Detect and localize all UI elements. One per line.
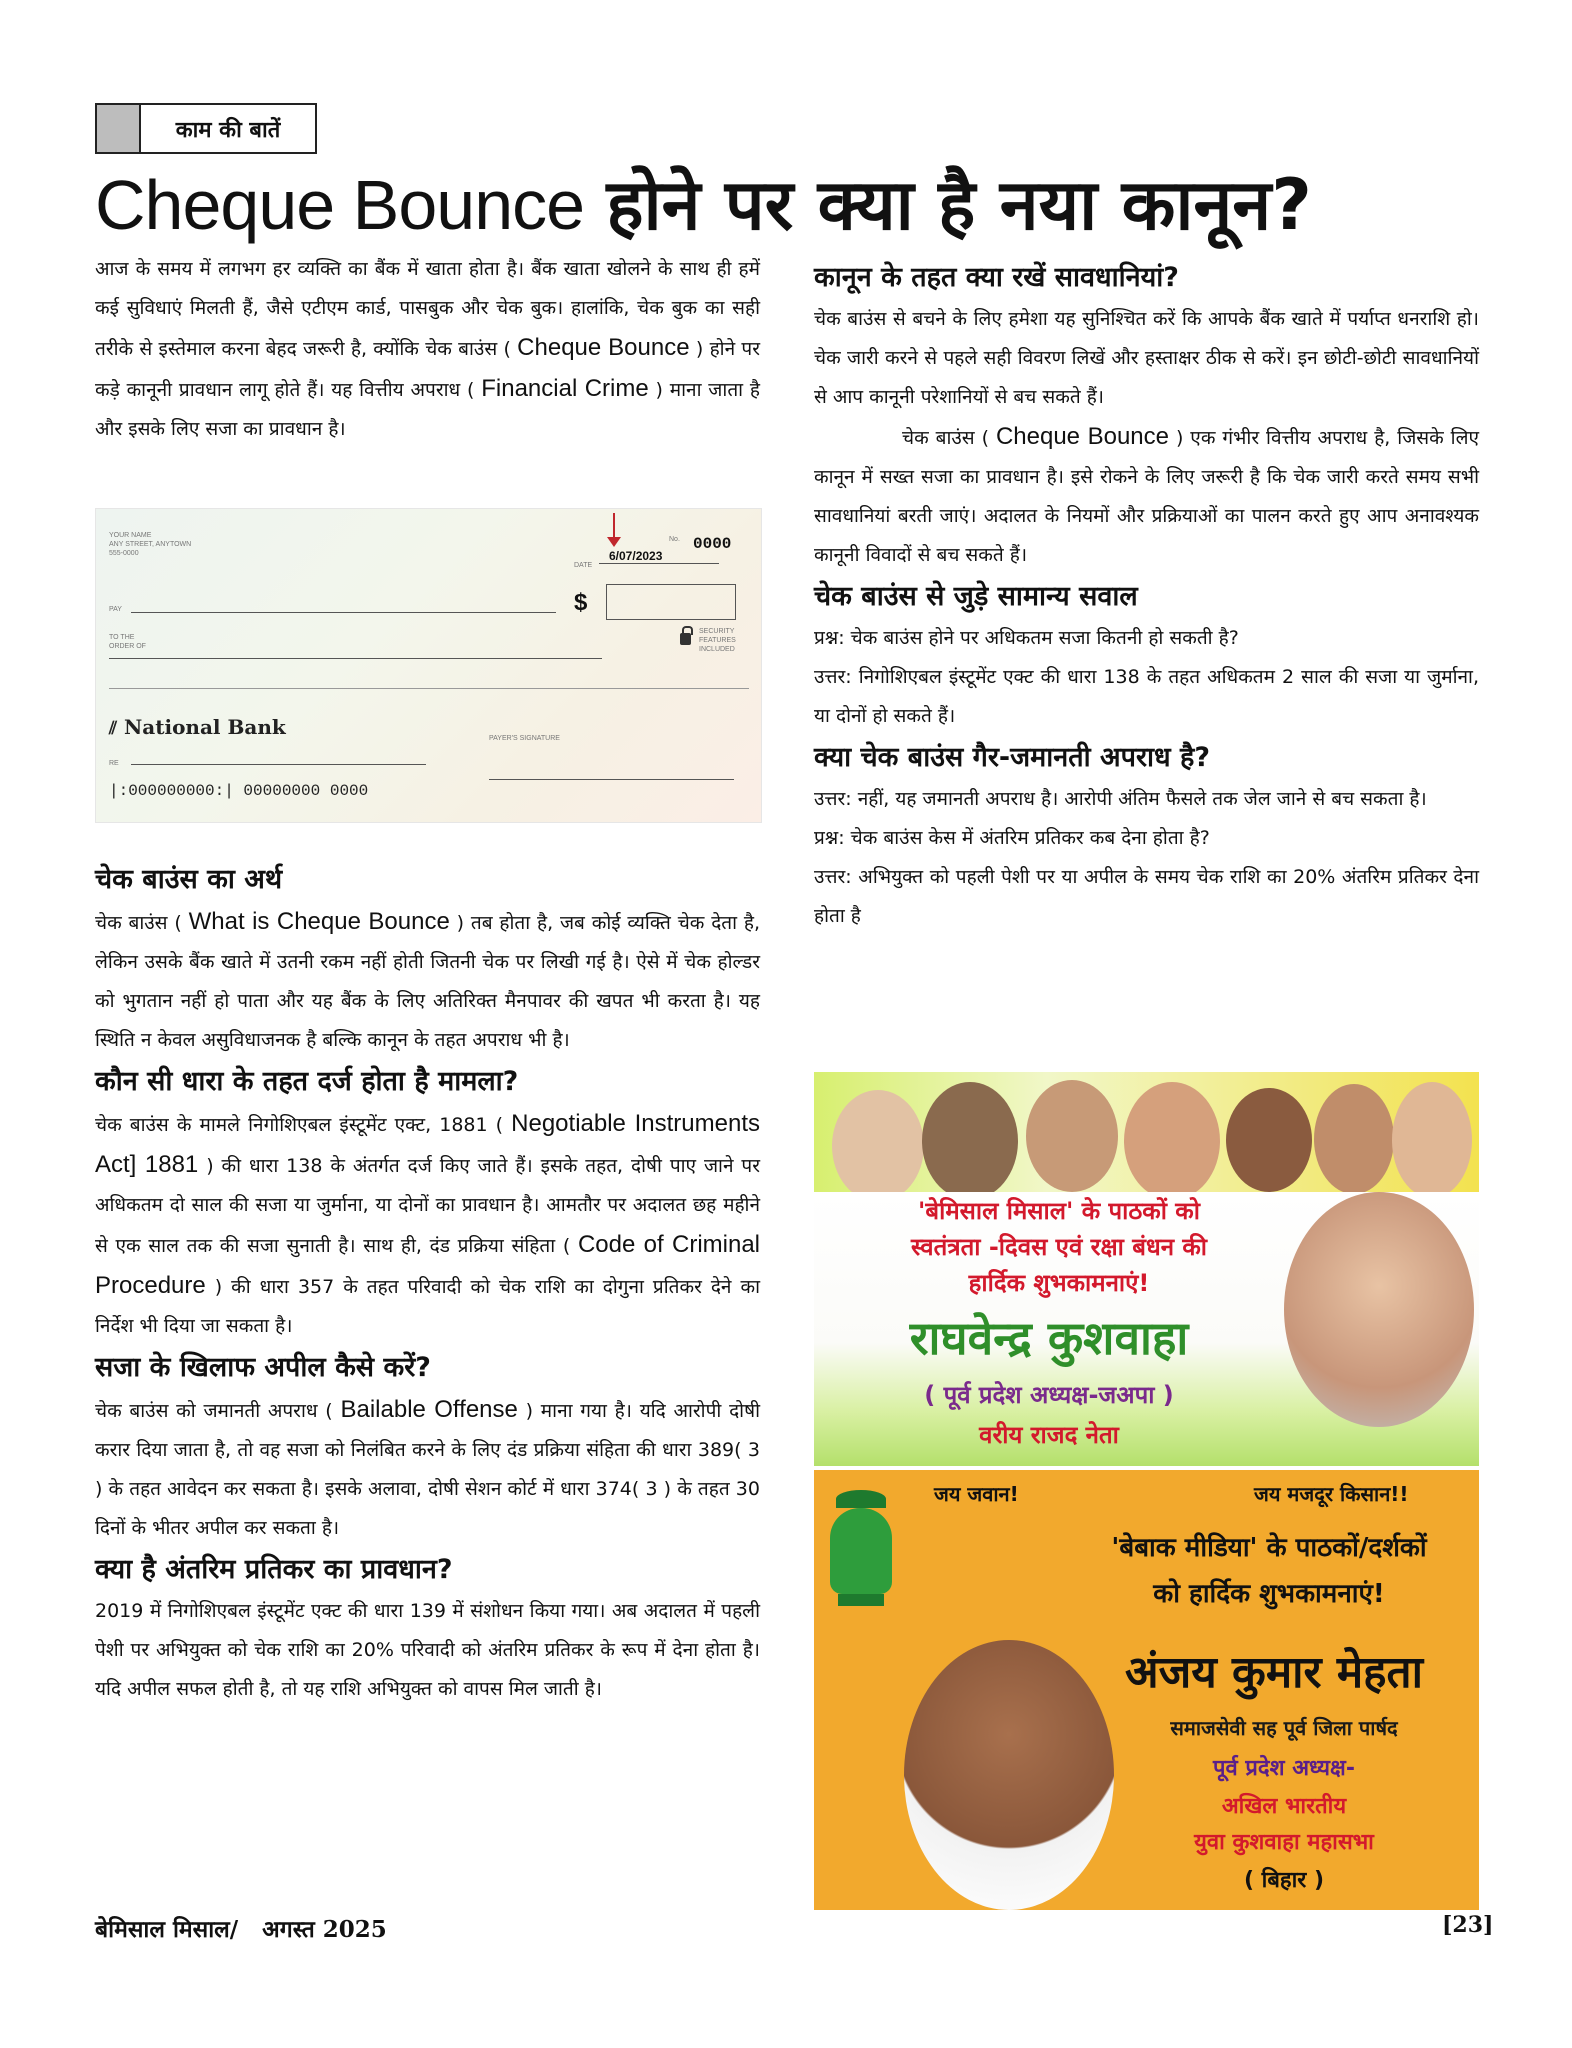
ad2-name: अंजय कुमार मेहता (1124, 1647, 1424, 1698)
lantern-icon (836, 1490, 886, 1508)
portrait-photo (1392, 1082, 1472, 1198)
cheque-date-line (599, 563, 719, 564)
faq-answer: उत्तर: अभियुक्त को पहली पेशी पर या अपील के समय चेक राशि का 20% अंतरिम प्रतिकर देना होता है (814, 866, 1479, 927)
ad2-post5: ( बिहार ) (1243, 1868, 1325, 1893)
faq-answer: उत्तर: निगोशिएबल इंस्टूमेंट एक्ट की धारा 138 के तहत अधिकतम 2 साल की सजा या जुर्माना, या दोनों हो सकते हैं। (814, 666, 1479, 727)
cheque-order-line (109, 658, 602, 659)
portrait-photo (922, 1082, 1018, 1200)
cheque-bank: ⫽ National Bank (109, 715, 286, 739)
right-body: चेक बाउंस ( Cheque Bounce ) एक गंभीर वित्तीय अपराध है, जिसके लिए कानून में सख्त सजा का प्रावधान है। इसे रोकने के लिए जरूरी है कि चेक जारी करते समय सभी सावधानियां बरती जाएं। अदालत के नियमों और प्रक्रियाओं का पालन करते हुए आप अनावश्यक कानूनी विवादों से बच सकते हैं। (814, 423, 1479, 566)
cheque-no-label: No. (669, 536, 680, 543)
section-body: 2019 में निगोशिएबल इंस्टूमेंट एक्ट की धारा 139 में संशोधन किया गया। अब अदालत में पहली पेशी पर अभियुक्त को चेक राशि का 20% परिवादी को अंतरिम प्रतिकर के रूप में देना होता है। यदि अपील सफल होती है, तो यह राशि अभियुक्त को वापस मिल जाती है। (95, 1600, 760, 1700)
right-heading: कानून के तहत क्या रखें सावधानियां? (814, 262, 1179, 293)
portrait-photo (1314, 1084, 1394, 1194)
right-body: चेक बाउंस से बचने के लिए हमेशा यह सुनिश्चित करें कि आपके बैंक खाते में पर्याप्त धनराशि हो। चेक जारी करने से पहले सही विवरण लिखें और हस्ताक्षर ठीक से करें। इन छोटी-छोटी सावधानियों से आप कानूनी परेशानियों से बच सकते हैं। (814, 308, 1479, 408)
headline-english: Cheque Bounce (95, 166, 585, 244)
ad1-line2: स्वतंत्रता -दिवस एवं रक्षा बंधन की (910, 1233, 1208, 1261)
faq-question: प्रश्न: चेक बाउंस होने पर अधिकतम सजा कितनी हो सकती है? (814, 627, 1239, 649)
cheque-re-label: RE (109, 760, 119, 767)
right-heading: क्या चेक बाउंस गैर-जमानती अपराध है? (814, 742, 1211, 773)
footer-publication: बेमिसाल मिसाल/ अगस्त 2025 (95, 1916, 387, 1943)
intro-text: आज के समय में लगभग हर व्यक्ति का बैंक में खाता होता है। बैंक खाता खोलने के साथ ही हमें कई सुविधाएं मिलती हैं, जैसे एटीएम कार्ड, पासबुक और चेक बुक। हालांकि, चेक बुक का सही तरीके से इस्तेमाल करना बेहद जरूरी है, क्योंकि चेक बाउंस ( (95, 258, 760, 360)
right-heading: चेक बाउंस से जुड़े सामान्य सवाल (814, 581, 1138, 612)
ad1-name: राघवेन्द्र कुशवाहा (909, 1311, 1189, 1365)
left-column (95, 858, 760, 1709)
ad1-line3: हार्दिक शुभकामनाएं! (968, 1269, 1150, 1297)
portrait-photo (1226, 1088, 1312, 1192)
intro-text: ) होने पर कड़े कानूनी प्रावधान लागू होते हैं। यह वित्तीय अपराध ( (95, 338, 760, 401)
portrait-photo (1026, 1080, 1118, 1192)
arrow-shaft (613, 513, 615, 539)
section-tag-label: काम की बातें (175, 117, 281, 143)
portrait-photo (1124, 1082, 1220, 1200)
faq-answer: उत्तर: नहीं, यह जमानती अपराध है। आरोपी अंतिम फैसले तक जेल जाने से बच सकता है। (814, 788, 1427, 810)
cheque-date: 6/07/2023 (609, 549, 663, 563)
cheque-pay-label: PAY (109, 606, 122, 613)
ad2-line1: 'बेबाक मीडिया' के पाठकों/दर्शकों (1111, 1533, 1427, 1563)
section-body: चेक बाउंस ( What is Cheque Bounce ) तब होता है, जब कोई व्यक्ति चेक देता है, लेकिन उसके बैंक खाते में उतनी रकम नहीं होती जितनी चेक पर लिखी गई है। ऐसे में चेक होल्डर को भुगतान नहीं हो पाता और यह बैंक के लिए अतिरिक्त मैनपावर की खपत भी करता है। यह स्थिति न केवल असुविधाजनक है बल्कि कानून के तहत अपराध भी है। (95, 908, 760, 1051)
section-heading: चेक बाउंस का अर्थ (95, 864, 283, 895)
ad2-post1: समाजसेवी सह पूर्व जिला पार्षद (1170, 1716, 1398, 1740)
ad2-slogan-right: जय मजदूर किसान!! (1254, 1482, 1409, 1506)
section-body: चेक बाउंस को जमानती अपराध ( Bailable Offense ) माना गया है। यदि आरोपी दोषी करार दिया जाता है, तो वह सजा को निलंबित करने के लिए दंड प्रक्रिया संहिता की धारा 389( 3 ) के तहत आवेदन कर सकता है। इसके अलावा, दोषी सेशन कोर्ट में धारा 374( 3 ) के तहत 30 दिनों के भीतर अपील कर सकता है। (95, 1396, 760, 1539)
cheque-number: 0000 (693, 535, 732, 553)
ad1-post: ( पूर्व प्रदेश अध्यक्ष-जअपा ) (924, 1381, 1174, 1409)
cheque-divider (109, 688, 749, 689)
ad2-post2: पूर्व प्रदेश अध्यक्ष- (1213, 1756, 1355, 1781)
section-heading: क्या है अंतरिम प्रतिकर का प्रावधान? (95, 1554, 453, 1585)
intro-paragraph (95, 250, 760, 449)
ad1-line1: 'बेमिसाल मिसाल' के पाठकों को (918, 1197, 1200, 1225)
ad2-line2: को हार्दिक शुभकामनाएं! (1153, 1579, 1385, 1609)
cheque-order-label: TO THE ORDER OF (109, 634, 146, 650)
advert-greeting-rjd (814, 1072, 1479, 1466)
cheque-image (95, 508, 762, 823)
ad2-post4: युवा कुशवाहा महासभा (1194, 1830, 1374, 1855)
right-column (814, 256, 1479, 936)
cheque-dollar: $ (574, 589, 588, 616)
page-number: [23] (1442, 1912, 1494, 1938)
section-tag (95, 103, 317, 154)
ad1-tag: वरीय राजद नेता (979, 1421, 1119, 1449)
intro-english-term: Financial Crime (481, 375, 649, 402)
bank-logo-icon: ⫽ (109, 718, 118, 739)
cheque-signature-line (489, 779, 734, 780)
cheque-date-label: DATE (574, 562, 593, 569)
faq-question: प्रश्न: चेक बाउंस केस में अंतरिम प्रतिकर कब देना होता है? (814, 827, 1210, 849)
headline-hindi: होने पर क्या है नया कानून? (606, 164, 1312, 246)
arrow-icon (607, 537, 621, 547)
cheque-re-line (131, 764, 426, 765)
ad2-slogan-left: जय जवान! (934, 1482, 1019, 1506)
cheque-security-label: SECURITY FEATURES INCLUDED (699, 628, 736, 653)
cheque-micr: |:000000000:| 00000000 0000 (109, 782, 369, 800)
cheque-name: YOUR NAME ANY STREET, ANYTOWN 555-0000 (109, 532, 192, 557)
section-heading: सजा के खिलाफ अपील कैसे करें? (95, 1352, 431, 1383)
portrait-photo (832, 1090, 924, 1202)
headline (95, 160, 1495, 250)
ad2-post3: अखिल भारतीय (1221, 1794, 1347, 1819)
intro-text: ) माना जाता है और इसके लिए सजा का प्रावधान है। (95, 379, 760, 440)
cheque-amount-box (606, 584, 736, 620)
section-body: चेक बाउंस के मामले निगोशिएबल इंस्टूमेंट एक्ट, 1881 ( Negotiable Instruments Act] 1881 ) की धारा 138 के अंतर्गत दर्ज किए जाते हैं। इसके तहत, दोषी पाए जाने पर अधिकतम दो साल की सजा या जुर्माना, या दोनों का प्रावधान है। आमतौर पर अदालत छह महीने से एक साल तक की सजा सुनाती है। साथ ही, दंड प्रक्रिया संहिता ( Code of Criminal Procedure ) की धारा 357 के तहत परिवादी को चेक राशि का दोगुना प्रतिकर देने का निर्देश भी दिया जा सकता है। (95, 1110, 760, 1337)
intro-english-term: Cheque Bounce (517, 334, 690, 361)
portrait-photo (1284, 1192, 1474, 1427)
cheque-signature-label: PAYER'S SIGNATURE (489, 735, 560, 742)
advert-greeting-bebak (814, 1470, 1479, 1910)
cheque-pay-line (131, 612, 556, 613)
section-heading: कौन सी धारा के तहत दर्ज होता है मामला? (95, 1066, 519, 1097)
section-tag-marker (97, 105, 141, 152)
